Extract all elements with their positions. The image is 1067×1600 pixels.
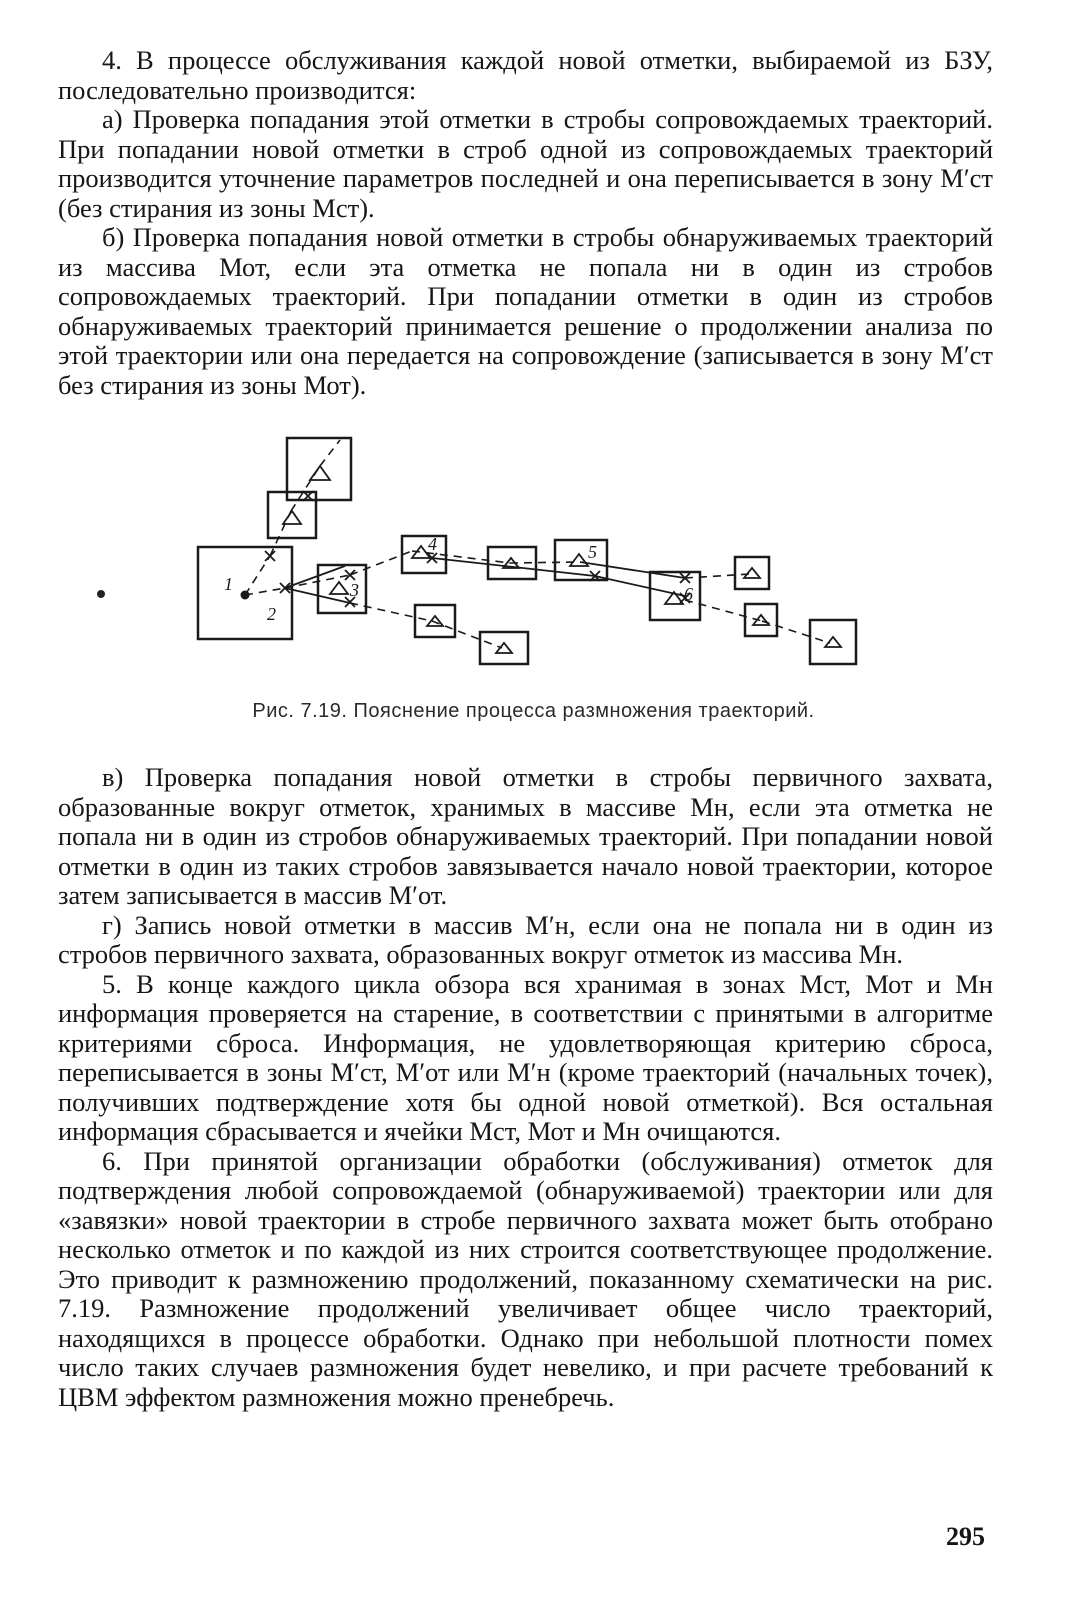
gate-low-2 [480, 632, 528, 664]
paragraph-4: 4. В процессе обслуживания каждой новой отметки, выбираемой из БЗУ, последовательно производится: [58, 45, 993, 105]
gate-low-1 [415, 605, 455, 637]
text-block-top [58, 46, 993, 400]
gate-low-4 [810, 620, 856, 664]
gate-upper-2 [287, 438, 351, 500]
label-2: 2 [267, 604, 276, 624]
label-4: 4 [428, 534, 437, 554]
paragraph-5: 5. В конце каждого цикла обзора вся хранимая в зонах Мст, Мот и Мн информация проверяется на старение, в соответствии с принятыми в алгоритме критериями сброса. Информация, не удовлетворяющая критерию сброса, переписывается в зоны М′ст, М′от или М′н (кроме траекторий (начальных точек), получивших подтверждение хотя бы одной новой отметкой). Вся остальная информация сбрасывается и ячейки Мст, Мот и Мн очищаются. [58, 968, 993, 1146]
figure-caption: Рис. 7.19. Пояснение процесса размножения траекторий. [252, 700, 815, 722]
paragraph-g: г) Запись новой отметки в массив М′н, если она не попала ни в один из стробов первичного захвата, образованных вокруг отметок из массива Мн. [58, 909, 993, 969]
page-number: 295 [946, 1522, 985, 1551]
text-block-bottom [58, 763, 993, 1412]
origin-point [241, 591, 250, 600]
label-1: 1 [224, 574, 233, 594]
paragraph-v: в) Проверка попадания новой отметки в стробы первичного захвата, образованные вокруг отметок, хранимых в массиве Мн, если эта отметка не попала ни в один из стробов обнаруживаемых траекторий. При попадании новой отметки в один из таких стробов завязывается начало новой траектории, которое затем записывается в массив М′от. [58, 762, 993, 910]
paragraph-b: б) Проверка попадания новой отметки в стробы обнаруживаемых траекторий из массива Мот, если эта отметка не попала ни в один из стробов сопровождаемых траекторий. При попадании отметки в один из стробов обнаруживаемых траекторий принимается решение о продолжении анализа по этой траектории или она передается на сопровождение (записывается в зону М′ст без стирания из зоны Мот). [58, 222, 993, 400]
label-5: 5 [588, 542, 597, 562]
gate-right-1 [735, 557, 769, 589]
gate-low-3 [745, 604, 777, 636]
trajectory-figure [190, 428, 870, 688]
paragraph-a: а) Проверка попадания этой отметки в стробы сопровождаемых траекторий. При попадании новой отметки в строб одной из сопровождаемых траекторий производится уточнение параметров последней и она переписывается в зону М′ст (без стирания из зоны Мст). [58, 104, 993, 223]
label-3: 3 [350, 580, 359, 600]
gate-4 [402, 536, 446, 573]
paragraph-6: 6. При принятой организации обработки (обслуживания) отметок для подтверждения любой сопровождаемой (обнаруживаемой) траектории или для «завязки» новой траектории в стробе первичного захвата может быть отобрано несколько отметок и по каждой из них строится соответствующее продолжение. Это приводит к размножению продолжений, показанному схематически на рис. 7.19. Размножение продолжений увеличивает общее число траекторий, находящихся в процессе обработки. Однако при небольшой плотности помех число таких случаев размножения будет невелико, и при расчете требований к ЦВМ эффектом размножения можно пренебречь. [58, 1145, 993, 1412]
label-6: 6 [684, 584, 693, 604]
margin-dot [97, 590, 105, 598]
